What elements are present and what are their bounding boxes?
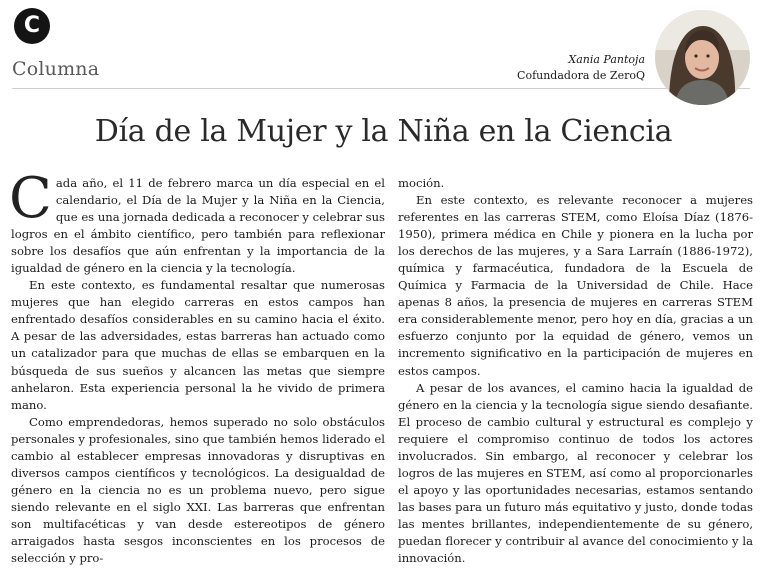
article-title: Día de la Mujer y la Niña en la Ciencia: [94, 114, 673, 149]
paragraph: Como emprendedoras, hemos superado no solo obstáculos personales y profesionales, sino que también hemos liderado el cambio al establecer empresas innovadoras y disruptivas en diversos campos científicos y tecnológicos. La desigualdad de género en la ciencia no es un problema nuevo, pero sigue siendo relevante en el siglo XXI. Las barreras que enfrentan son multifacéticas y van desde estereotipos de género arraigados hasta sesgos inconscientes en los procesos de selección y pro-: [11, 414, 385, 566]
drop-cap: C: [9, 166, 52, 231]
article-column-left: [9, 166, 385, 567]
paragraph: En este contexto, es fundamental resaltar que numerosas mujeres que han elegido carreras en estos campos han enfrentado desafíos considerables en su camino hacia el éxito. A pesar de las adversidades, estas barreras han actuado como un catalizador para que muchas de ellas se embarquen en la búsqueda de sus sueños y alcancen las metas que siempre anhelaron. Esta experiencia personal la he vivido de primera mano.: [11, 278, 385, 412]
paragraph: En este contexto, es relevante reconocer a mujeres referentes en las carreras STEM, como Eloísa Díaz (1876-1950), primera médica en Chile y pionera en la lucha por los derechos de las mujeres, y a Sara Larraín (1886-1972), química y farmacéutica, fundadora de la Escuela de Química y Farmacia de la Universidad de Chile. Hace apenas 8 años, la presencia de mujeres en carreras STEM era considerablemente menor, pero hoy en día, gracias a un esfuerzo conjunto por la equidad de género, vemos un incremento significativo en la participación de mujeres en estos campos.: [398, 193, 753, 378]
paragraph: [9, 166, 385, 277]
article-column-right: [398, 175, 753, 567]
author-photo: [655, 10, 750, 105]
author-byline: [517, 52, 645, 84]
section-label: Columna: [12, 58, 100, 80]
author-role: Cofundadora de ZeroQ: [517, 69, 645, 82]
paragraph: A pesar de los avances, el camino hacia la igualdad de género en la ciencia y la tecnología sigue siendo desafiante. El proceso de cambio cultural y estructural es complejo y requiere el compromiso continuo de todos los actores involucrados. Sin embargo, al reconocer y celebrar los logros de las mujeres en STEM, así como al proporcionarles el apoyo y las oportunidades necesarias, estamos sentando las bases para un futuro más equitativo y justo, donde todas las mentes brillantes, independientemente de su género, puedan florecer y contribuir al avance del conocimiento y la innovación.: [398, 380, 753, 566]
paragraph-text: ada año, el 11 de febrero marca un día especial en el calendario, el Día de la Mujer y la Niña en la Ciencia, que es una jornada dedicada a reconocer y celebrar sus logros en el ámbito científico, pero también para reflexionar sobre los desafíos que aún enfrentan y la importancia de la igualdad de género en la ciencia y la tecnología.: [11, 176, 385, 276]
author-portrait-image: [655, 10, 750, 105]
author-name: Xania Pantoja: [568, 53, 645, 66]
column-logo: C: [14, 8, 50, 44]
header-divider: [12, 88, 750, 89]
paragraph-continuation: moción.: [398, 176, 445, 190]
